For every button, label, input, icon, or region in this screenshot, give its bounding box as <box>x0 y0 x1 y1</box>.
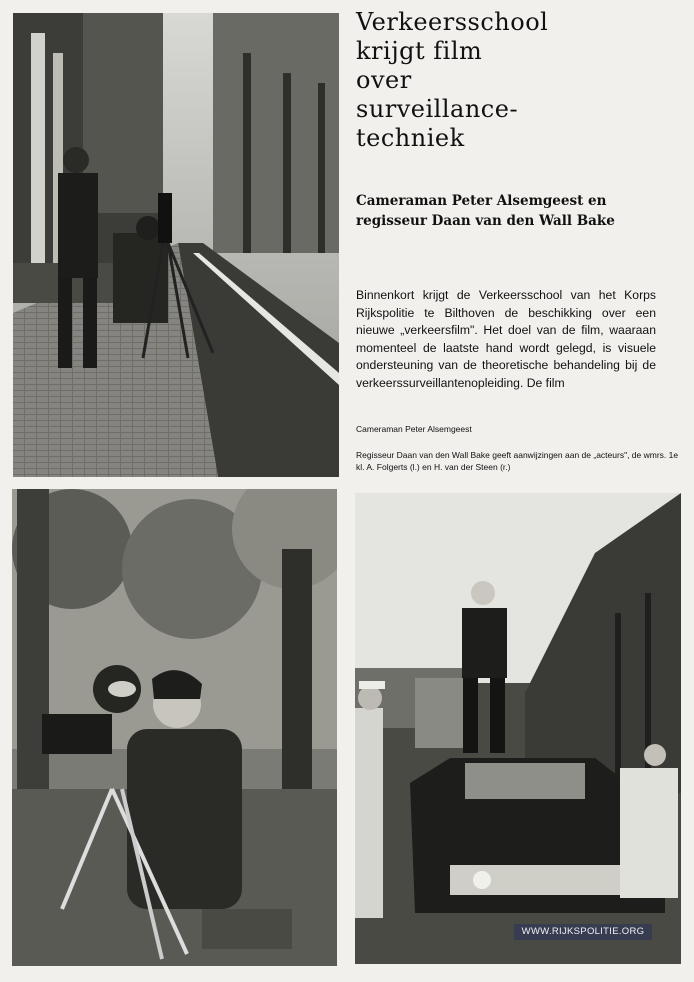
article-body: Binnenkort krijgt de Verkeersschool van het Korps Rijkspolitie te Bilthoven de beschikking over een nieuwe „verkeersfilm". Het doel van de film, waaraan momenteel de laatste hand wordt gelegd, is visuele ondersteuning van de theoretische behandeling bij de verkeerssurveillantenopleiding. De film <box>356 288 656 390</box>
photo-cameramen-roadside <box>13 13 339 477</box>
watermark-text: WWW.RIJKSPOLITIE.ORG <box>514 924 652 940</box>
article-subtitle: Cameraman Peter Alsemgeest en regisseur Daan van den Wall Bake <box>356 193 615 229</box>
caption-director: Regisseur Daan van den Wall Bake geeft aanwijzingen aan de „acteurs", de wmrs. 1e kl. A. Folgerts (l.) en H. van der Steen (r.) <box>356 450 679 472</box>
photo-cameraman-forest <box>12 489 337 966</box>
photo-director-on-car <box>355 493 681 964</box>
article-title: Verkeersschool krijgt film over surveillance- techniek <box>356 8 549 152</box>
caption-cameraman: Cameraman Peter Alsemgeest <box>356 424 472 434</box>
